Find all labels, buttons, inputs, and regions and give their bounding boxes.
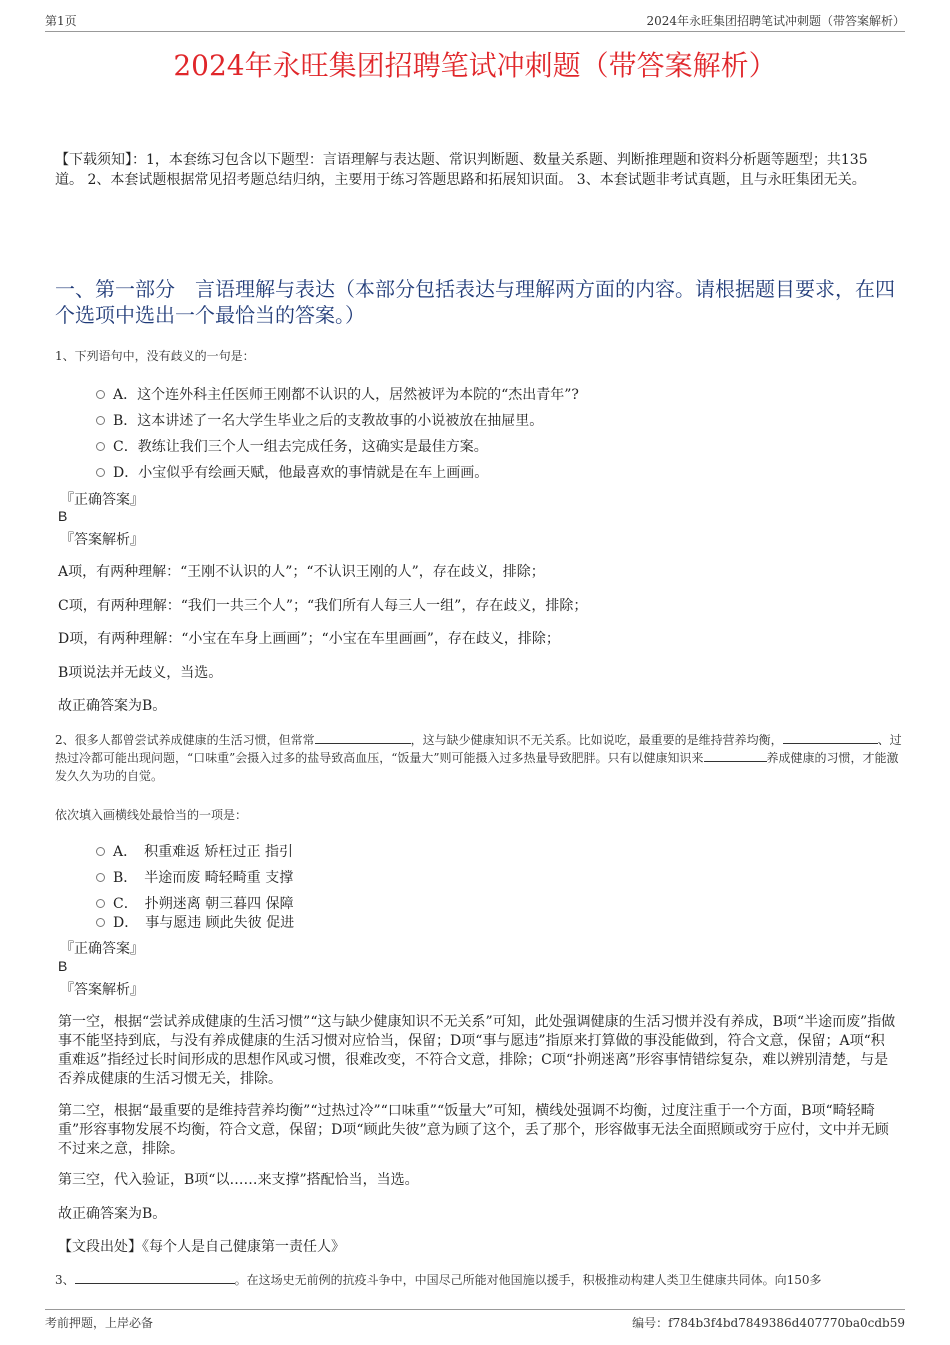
radio-icon[interactable] (96, 468, 105, 477)
radio-icon[interactable] (96, 416, 105, 425)
q1-analysis-line: C项，有两种理解：“我们一共三个人”；“我们所有人每三人一组”，存在歧义，排除； (58, 598, 588, 614)
q1-correct-label: 『正确答案』 (60, 492, 144, 508)
q2-option-a[interactable]: A． 积重难返 矫枉过正 指引 (96, 841, 293, 861)
q2-answer: B (58, 958, 68, 974)
running-title: 2024年永旺集团招聘笔试冲刺题（带答案解析） (646, 14, 905, 28)
radio-icon[interactable] (96, 899, 105, 908)
question-3-stem: 3、 。在这场史无前例的抗疫斗争中，中国尽己所能对他国施以援手，积极推动构建人类卫生健康共同体。向150多 (55, 1273, 822, 1287)
q2-option-b[interactable]: B． 半途而废 畸轻畸重 支撑 (96, 867, 293, 887)
fill-blank-2 (783, 731, 878, 744)
q2-option-d[interactable]: D． 事与愿违 顾此失彼 促进 (96, 912, 294, 932)
q1-analysis-line: A项，有两种理解：“王刚不认识的人”；“不认识王刚的人”，存在歧义，排除； (58, 564, 545, 580)
section-heading: 一、第一部分 言语理解与表达（本部分包括表达与理解两方面的内容。请根据题目要求，在四个选项中选出一个最恰当的答案。） (55, 277, 895, 327)
footer-slogan: 考前押题，上岸必备 (45, 1316, 154, 1330)
q2-analysis-paragraph: 故正确答案为B。 (58, 1206, 167, 1222)
page-number: 第1页 (45, 14, 77, 28)
q1-analysis-line: D项，有两种理解：“小宝在车身上画画”；“小宝在车里画画”，存在歧义，排除； (58, 631, 560, 647)
download-notice: 【下载须知】：1，本套练习包含以下题型：言语理解与表达题、常识判断题、数量关系题、判断推理题和资料分析题等题型；共135道。 2、本套试题根据常见招考题总结归纳，主要用于练习答题思路和拓展知识面。 3、本套试题非考试真题，且与永旺集团无关。 (55, 152, 868, 188)
fill-blank-3 (704, 749, 767, 762)
question-1-stem: 1、下列语句中，没有歧义的一句是： (55, 349, 255, 363)
radio-icon[interactable] (96, 847, 105, 856)
q2-source: 【文段出处】《每个人是自己健康第一责任人》 (58, 1239, 345, 1255)
q1-analysis-line: B项说法并无歧义，当选。 (58, 665, 223, 681)
fill-blank (75, 1271, 235, 1284)
q2-analysis-paragraph: 第三空，代入验证，B项“以……来支撑”搭配恰当，当选。 (58, 1172, 419, 1188)
q2-analysis-label: 『答案解析』 (60, 982, 144, 998)
q1-option-c[interactable]: C．教练让我们三个人一组去完成任务，这确实是最佳方案。 (96, 436, 488, 456)
header-divider (45, 31, 905, 32)
q1-analysis-line: 故正确答案为B。 (58, 698, 167, 714)
radio-icon[interactable] (96, 873, 105, 882)
q2-option-c[interactable]: C． 扑朔迷离 朝三暮四 保障 (96, 893, 294, 913)
q1-option-a[interactable]: A．这个连外科主任医师王刚都不认识的人，居然被评为本院的“杰出青年”? (96, 384, 579, 404)
radio-icon[interactable] (96, 390, 105, 399)
document-title: 2024年永旺集团招聘笔试冲刺题（带答案解析） (173, 49, 777, 82)
footer-divider (45, 1309, 905, 1310)
q1-analysis-label: 『答案解析』 (60, 532, 144, 548)
radio-icon[interactable] (96, 442, 105, 451)
question-2-stem: 2、很多人都曾尝试养成健康的生活习惯，但常常 ，这与缺少健康知识不无关系。比如说吃，最重要的是维持营养均衡， 、过热过冷都可能出现问题，“口味重”会摄入过多的盐导致高血压，“饭量大”则可能摄入过多热量导致肥胖。只有以健康知识来 养成健康的习惯，才能激发久久为功的自觉。 (55, 733, 902, 783)
q1-option-b[interactable]: B．这本讲述了一名大学生毕业之后的支教故事的小说被放在抽屉里。 (96, 410, 543, 430)
document-id: 编号：f784b3f4bd7849386d407770ba0cdb59 (632, 1316, 905, 1330)
q2-correct-label: 『正确答案』 (60, 941, 144, 957)
q1-option-d[interactable]: D．小宝似乎有绘画天赋，他最喜欢的事情就是在车上画画。 (96, 462, 488, 482)
q2-analysis-paragraph: 第一空，根据“尝试养成健康的生活习惯”“这与缺少健康知识不无关系”可知，此处强调健康的生活习惯并没有养成，B项“半途而废”指做事不能坚持到底，与没有养成健康的生活习惯对应恰当，保留；D项“事与愿违”指原来打算做的事没能做到，符合文意，保留；A项“积重难返”指经过长时间形成的思想作风或习惯，很难改变，不符合文意，排除；C项“扑朔迷离”形容事情错综复杂，难以辨别清楚，与是否养成健康的生活习惯无关，排除。 (58, 1014, 896, 1087)
q2-analysis-paragraph: 第二空，根据“最重要的是维持营养均衡”“过热过冷”“口味重”“饭量大”可知，横线处强调不均衡，过度注重于一个方面，B项“畸轻畸重”形容事物发展不均衡，符合文意，保留；D项“顾此失彼”意为顾了这个，丢了那个，形容做事无法全面照顾或穷于应付，文中并无顾不过来之意，排除。 (58, 1103, 889, 1157)
fill-blank-1 (315, 731, 411, 744)
radio-icon[interactable] (96, 918, 105, 927)
q1-answer: B (58, 508, 68, 524)
question-2-instruction: 依次填入画横线处最恰当的一项是： (55, 808, 248, 822)
